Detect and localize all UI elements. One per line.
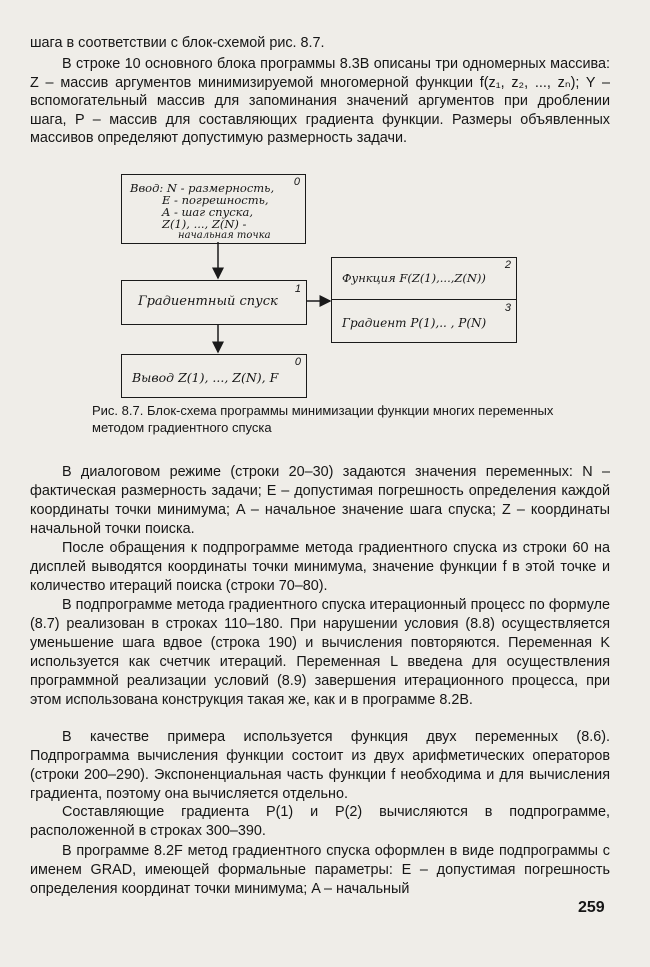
caption-text: Блок-схема программы минимизации функции многих переменных методом градиентного спуска bbox=[92, 403, 554, 435]
descent-box bbox=[121, 280, 307, 325]
subroutines-divider bbox=[332, 299, 516, 300]
gradient-box-number: 3 bbox=[504, 302, 511, 314]
page-number: 259 bbox=[578, 899, 605, 916]
output-box bbox=[121, 354, 307, 398]
function-box-number: 2 bbox=[504, 259, 511, 271]
paragraph-example: В качестве примера используется функция двух переменных (8.6). Подпрограмма вычисления функции состоит из двух арифметических операторов (строки 200–290). Экспоненциальная часть функции f необходима и для вычисления градиента, поэтому она вычисляется отдельно. bbox=[30, 729, 610, 802]
paragraph-gradient: Составляющие градиента P(1) и P(2) вычисляются в подпрограмме, расположенной в строках 300–390. bbox=[30, 804, 610, 839]
subroutines-box bbox=[331, 257, 517, 343]
descent-box-label: Градиентный спуск bbox=[138, 294, 278, 309]
figure-caption bbox=[92, 402, 562, 436]
paragraph-subroutine: В подпрограмме метода градиентного спуска итерационный процесс по формуле (8.7) реализован в строках 110–180. При нарушении условия (8.8) осуществляется уменьшение шага вдвое (строка 190) и вычисления повторяются. Переменная K используется как счетчик итераций. Переменная L введена для осуществления программной реализации условий (8.9) завершения итерационного процесса, при этом использована конструкция такая же, как и в программе 8.2В. bbox=[30, 597, 610, 708]
descent-box-number: 1 bbox=[294, 283, 301, 295]
input-line-n: Ввод: N - размерность, bbox=[130, 181, 275, 195]
output-box-number: 0 bbox=[294, 356, 301, 368]
input-box-lines bbox=[130, 182, 274, 242]
input-line-z: Z(1), ..., Z(N) - bbox=[162, 217, 247, 231]
input-box bbox=[121, 174, 306, 244]
paragraph-arrays: В строке 10 основного блока программы 8.3В описаны три одномерных массива: Z – массив аргументов минимизируемой многомерной функции f(z₁, z₂, ..., zₙ); Y – вспомогательный массив для запоминания значений аргументов при дроблении шага, P – массив для составляющих градиента функции. Размеры объявленных массивов определяют допустимую размерность задачи. bbox=[30, 56, 610, 147]
input-line-e: E - погрешность, bbox=[162, 193, 269, 207]
gradient-box-label: Градиент P(1),.. , P(N) bbox=[342, 316, 487, 330]
function-box-label: Функция F(Z(1),...,Z(N)) bbox=[342, 271, 486, 285]
paragraph-top: шага в соответствии с блок-схемой рис. 8.7. bbox=[30, 35, 325, 51]
caption-label: Рис. 8.7. bbox=[92, 403, 144, 418]
input-line-a: A - шаг спуска, bbox=[162, 205, 254, 219]
input-line-start: начальная точка bbox=[178, 230, 271, 241]
input-box-number: 0 bbox=[293, 176, 300, 188]
output-box-label: Вывод Z(1), ..., Z(N), F bbox=[132, 370, 279, 385]
paragraph-output: После обращения к подпрограмме метода градиентного спуска из строки 60 на дисплей выводятся координаты точки минимума, значение функции f в этой точке и количество итераций поиска (строки 70–80). bbox=[30, 540, 610, 594]
paragraph-grad-procedure: В программе 8.2F метод градиентного спуска оформлен в виде подпрограммы с именем GRAD, имеющей формальные параметры: E – допустимая погрешность определения координат точки минимума; A – начальный bbox=[30, 843, 610, 897]
paragraph-dialog: В диалоговом режиме (строки 20–30) задаются значения переменных: N – фактическая размерность задачи; E – допустимая погрешность определения каждой координаты точки минимума; A – начальное значение шага спуска; Z – координаты начальной точки поиска. bbox=[30, 464, 610, 537]
